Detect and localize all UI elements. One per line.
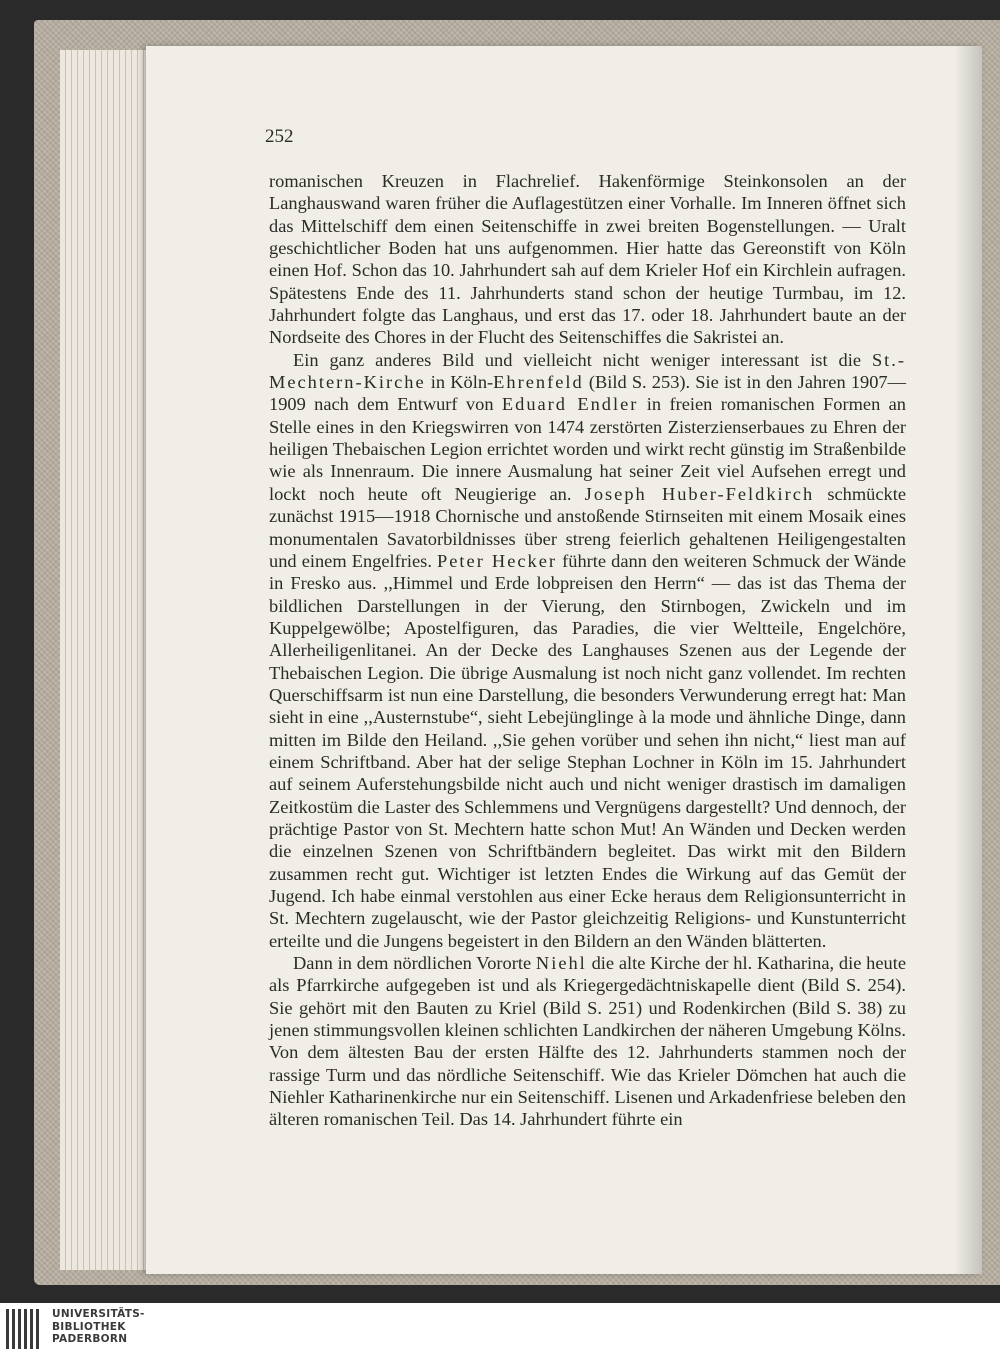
book-page	[146, 46, 982, 1274]
text-run: schmückte zunächst 1915—1918 Chornische und anstoßende Stirnseiten mit einem Mosaik eines monumentalen Savatorbildnisses über streng feierlich gehaltenen Heiligengestalten und einem Engelfries.	[269, 483, 906, 571]
library-logo-icon	[6, 1309, 44, 1349]
text-run: führte dann den weiteren Schmuck der Wände in Fresko aus. ,,Himmel und Erde lobpreisen den Herrn“ — das ist das Thema der bildlichen Darstellungen in der Vierung, den Stirnbogen, Zwickeln und im Kuppelgewölbe; Apostelfiguren, das Paradies, die vier Weltteile, Engelchöre, Allerheiligenlitanei. An der Decke des Langhauses Szenen aus der Legende der Thebaischen Legion. Die übrige Ausmalung ist noch nicht ganz vollendet. Im rechten Querschiffsarm ist nun eine Darstellung, die besonders Verwunderung erregt hat: Man sieht in eine ,,Austernstube“, sieht Lebejünglinge à la mode und ähnliche Dinge, dann mitten im Bilde den Heiland. ,,Sie gehen vorüber und sehen ihn nicht,“ liest man auf einem Schriftband. Aber hat der selige Stephan Lochner in Köln im 15. Jahrhundert auf seinem Auferstehungsbilde nicht auch und nicht weniger drastisch im damaligen Zeitkostüm die Laster des Schlemmens und Vergnügens dargestellt? Und dennoch, der prächtige Pastor von St. Mechtern hatte schon Mut! An Wänden und Decken werden die einzelnen Szenen von Schriftbändern begleitet. Das wirkt mit den Bildern zusammen recht gut. Wichtiger ist letzten Endes die Wirkung auf das Gemüt der Jugend. Ich habe einmal verstohlen aus einer Ecke heraus dem Religionsunterricht in St. Mechtern zugelauscht, wie der Pastor gleichzeitig Religions- und Kunstunterricht erteilte und die Jungens begeistert in den Bildern an den Wänden blätterten.	[269, 550, 906, 951]
spaced-name: Niehl	[535, 953, 587, 974]
spaced-name: Peter Hecker	[437, 550, 558, 571]
page-gutter	[954, 46, 982, 1274]
spaced-name: St.-Mechtern-Kirche	[269, 349, 906, 393]
library-logo-text	[52, 1308, 145, 1346]
paragraph	[269, 349, 906, 952]
body-text	[269, 170, 906, 1131]
text-run: Dann in dem nördlichen Vororte	[293, 953, 536, 974]
paragraph	[269, 952, 906, 1131]
text-run: die alte Kirche der hl. Katharina, die heute als Pfarrkirche aufgegeben ist und als Kriegergedächtniskapelle dient (Bild S. 254). Sie gehört mit den Bauten zu Kriel (Bild S. 251) und Rodenkirchen (Bild S. 38) zu jenen stimmungsvollen kleinen schlichten Landkirchen der näheren Umgebung Kölns. Von dem ältesten Bau der ersten Hälfte des 12. Jahrhunderts stammen noch der rassige Turm und das nördliche Seitenschiff. Wie das Krieler Dömchen hat auch die Niehler Katharinenkirche nur ein Seitenschiff. Lisenen und Arkadenfriese beleben den älteren romanischen Teil. Das 14. Jahrhundert führte ein	[269, 953, 906, 1130]
spaced-name: Eduard Endler	[501, 394, 639, 415]
footer	[0, 1303, 1000, 1354]
text-run: in freien romanischen Formen an Stelle eines in den Kriegswirren von 1474 zerstörten Zisterzienserbaues zu Ehren der heiligen Thebaischen Legion errichtet worden und wirkt recht günstig im Straßenbilde wie als Innenraum. Die innere Ausmalung hat seiner Zeit viel Aufsehen erregt und lockt noch heute oft Neugierige an.	[269, 394, 906, 504]
logo-line: UNIVERSITÄTS-	[52, 1308, 145, 1320]
logo-line: BIBLIOTHEK	[52, 1320, 126, 1333]
logo-line: PADERBORN	[52, 1333, 128, 1345]
spaced-name: Joseph Huber-Feldkirch	[584, 483, 815, 504]
text-run: in Köln-	[425, 372, 494, 393]
text-run: romanischen Kreuzen in Flachrelief. Hakenförmige Steinkonsolen an der Langhauswand waren früher die Auflagestützen einer Vorhalle. Im Inneren öffnet sich das Mittelschiff dem einen Seitenschiffe in zwei breiten Bogenstellungen. — Uralt geschichtlicher Boden hat uns aufgenommen. Hier hatte das Gereonstift von Köln einen Hof. Schon das 10. Jahrhundert sah auf dem Krieler Hof ein Kirchlein aufragen. Spätestens Ende des 11. Jahrhunderts stand schon der heutige Turmbau, im 12. Jahrhundert folgte das Langhaus, und erst das 17. oder 18. Jahrhundert baute an der Nordseite des Chores in der Flucht des Seitenschiffes die Sakristei an.	[269, 171, 906, 348]
spaced-name: Ehrenfeld	[493, 372, 584, 393]
paragraph	[269, 170, 906, 349]
page-number: 252	[265, 126, 294, 147]
text-run: (Bild S. 253). Sie ist in den Jahren 1907—1909 nach dem Entwurf von	[269, 372, 906, 415]
text-run: Ein ganz anderes Bild und vielleicht nicht weniger interessant ist die	[293, 349, 872, 370]
